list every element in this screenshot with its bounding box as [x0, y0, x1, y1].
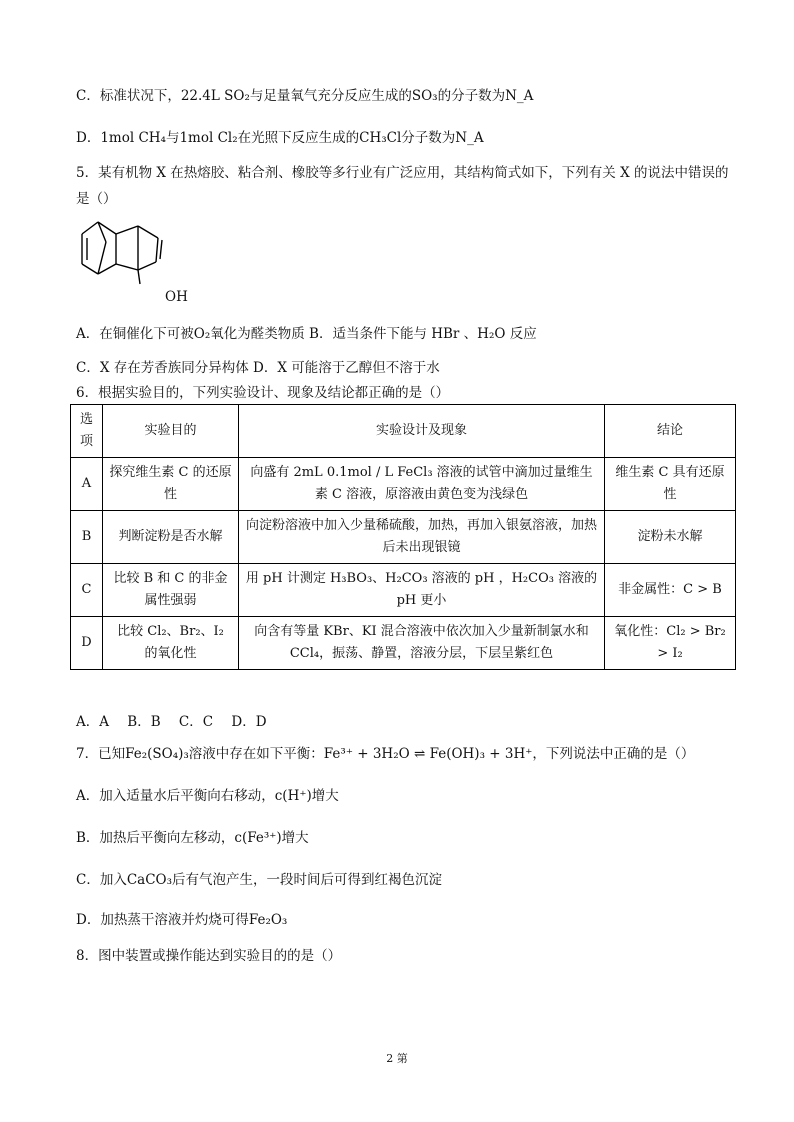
table-row [71, 564, 736, 617]
q6-stem: 6．根据实验目的，下列实验设计、现象及结论都正确的是（） [76, 385, 450, 401]
page-footer: 2 第 [386, 1052, 408, 1065]
q8-stem: 8．图中装置或操作能达到实验目的的是（） [76, 948, 342, 964]
q5-oh-label: OH [165, 289, 188, 305]
table-header-cell: 选项 [71, 405, 103, 458]
q7-option-a: A．加入适量水后平衡向右移动，c(H⁺)增大 [76, 788, 339, 804]
table-cell: 向盛有 2mL 0.1mol / L FeCl₃ 溶液的试管中滴加过量维生素 C 溶液，原溶液由黄色变为浅绿色 [239, 458, 605, 511]
q6-options: A．A B．B C．C D．D [76, 714, 267, 730]
table-cell: 维生素 C 具有还原性 [605, 458, 736, 511]
q7-option-d: D．加热蒸干溶液并灼烧可得Fe₂O₃ [76, 912, 288, 928]
table-cell: 氧化性：Cl₂ > Br₂ > I₂ [605, 617, 736, 670]
table-cell: 比较 Cl₂、Br₂、I₂ 的氧化性 [103, 617, 239, 670]
q7-option-c: C．加入CaCO₃后有气泡产生，一段时间后可得到红褐色沉淀 [76, 872, 443, 888]
q5-options-cd: C．X 存在芳香族同分异构体 D．X 可能溶于乙醇但不溶于水 [76, 360, 440, 376]
table-cell: 淀粉未水解 [605, 511, 736, 564]
table-cell: 比较 B 和 C 的非金属性强弱 [103, 564, 239, 617]
table-cell: D [71, 617, 103, 670]
table-cell: 用 pH 计测定 H₃BO₃、H₂CO₃ 溶液的 pH ，H₂CO₃ 溶液的 pH 更小 [239, 564, 605, 617]
table-header-cell: 结论 [605, 405, 736, 458]
table-row [71, 617, 736, 670]
q5-options-ab: A．在铜催化下可被O₂氧化为醛类物质 B．适当条件下能与 HBr 、H₂O 反应 [76, 326, 537, 342]
q5-stem: 5．某有机物 X 在热熔胶、粘合剂、橡胶等多行业有广泛应用，其结构简式如下，下列有关 X 的说法中错误的是（） [76, 165, 729, 207]
q7-stem: 7．已知Fe₂(SO₄)₃溶液中存在如下平衡：Fe³⁺ + 3H₂O ⇌ Fe(OH)₃ + 3H⁺，下列说法中正确的是（） [76, 746, 695, 762]
experiment-table [70, 404, 736, 670]
table-cell: 探究维生素 C 的还原性 [103, 458, 239, 511]
q4-option-d: D．1mol CH₄与1mol Cl₂在光照下反应生成的CH₃Cl分子数为N_A [76, 130, 484, 146]
table-header-cell: 实验设计及现象 [239, 405, 605, 458]
table-cell: 判断淀粉是否水解 [103, 511, 239, 564]
table-cell: C [71, 564, 103, 617]
q7-option-b: B．加热后平衡向左移动，c(Fe³⁺)增大 [76, 830, 309, 846]
table-header-cell: 实验目的 [103, 405, 239, 458]
table-cell: 向淀粉溶液中加入少量稀硫酸，加热，再加入银氨溶液，加热后未出现银镜 [239, 511, 605, 564]
table-row [71, 458, 736, 511]
table-cell: 向含有等量 KBr、KI 混合溶液中依次加入少量新制氯水和 CCl₄，振荡、静置，溶液分层，下层呈紫红色 [239, 617, 605, 670]
table-cell: 非金属性：C > B [605, 564, 736, 617]
table-cell: B [71, 511, 103, 564]
table-cell: A [71, 458, 103, 511]
table-header-row [71, 405, 736, 458]
table-row [71, 511, 736, 564]
q4-option-c: C．标准状况下，22.4L SO₂与足量氧气充分反应生成的SO₃的分子数为N_A [76, 88, 534, 104]
